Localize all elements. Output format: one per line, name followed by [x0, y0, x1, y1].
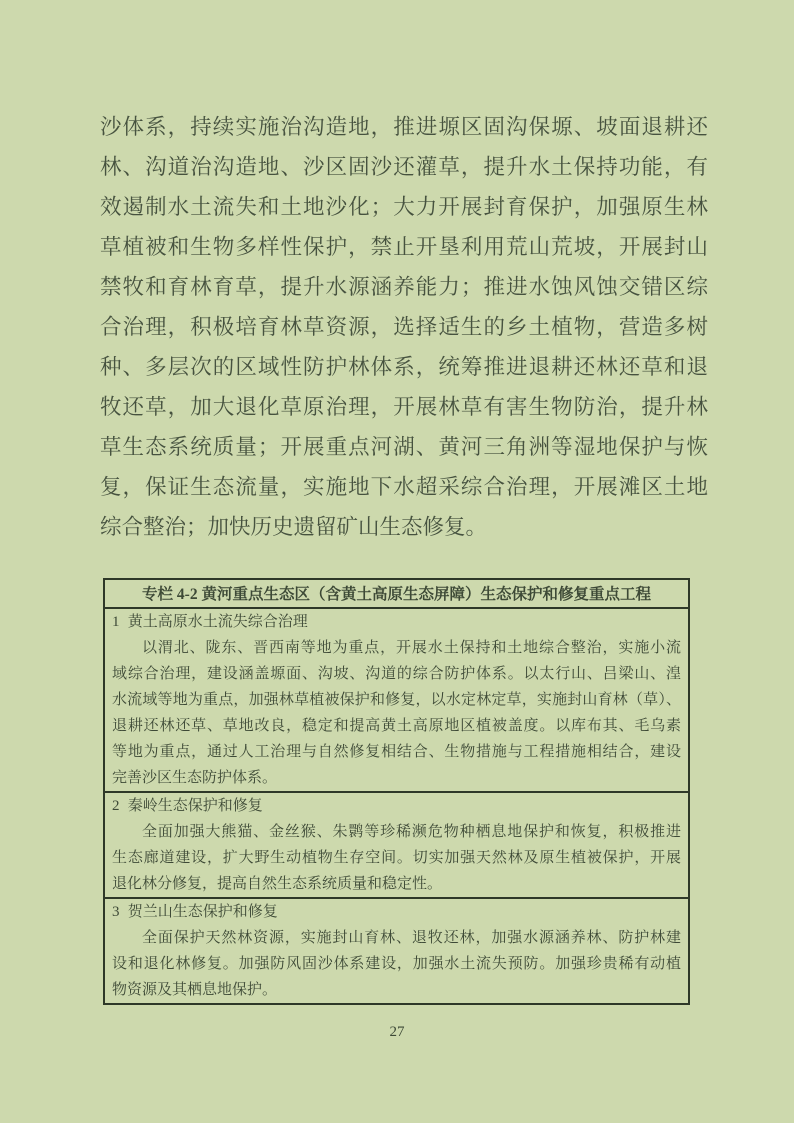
paragraph-line: 综合整治；加快历史遗留矿山生态修复。	[100, 515, 488, 539]
box-item-title-text: 贺兰山生态保护和修复	[127, 904, 278, 920]
highlight-box	[103, 578, 690, 1005]
box-item-line: 域综合治理，建设涵盖塬面、沟坡、沟道的综合防护体系。以太行山、吕梁山、湟	[112, 666, 681, 682]
box-item-line: 等地为重点，通过人工治理与自然修复相结合、生物措施与工程措施相结合，建设	[112, 744, 681, 760]
box-item-line: 全面保护天然林资源，实施封山育林、退牧还林，加强水源涵养林、防护林建	[142, 930, 681, 946]
box-item	[105, 609, 688, 791]
box-item-title-text: 黄土高原水土流失综合治理	[127, 614, 308, 630]
box-item-title	[112, 609, 681, 635]
paragraph-line: 林、沟道治沟造地、沙区固沙还灌草，提升水土保持功能，有	[100, 155, 708, 179]
paragraph-line: 牧还草，加大退化草原治理，开展林草有害生物防治，提升林	[100, 395, 708, 419]
paragraph-line: 效遏制水土流失和土地沙化；大力开展封育保护，加强原生林	[100, 195, 708, 219]
paragraph-line: 种、多层次的区域性防护林体系，统筹推进退耕还林还草和退	[100, 355, 708, 379]
box-item	[105, 791, 688, 897]
paragraph-line: 复，保证生态流量，实施地下水超采综合治理，开展滩区土地	[100, 475, 708, 499]
box-item-line: 水流域等地为重点，加强林草植被保护和修复，以水定林定草，实施封山育林（草）、	[112, 692, 681, 708]
box-item-line: 退耕还林还草、草地改良，稳定和提高黄土高原地区植被盖度。以库布其、毛乌素	[112, 718, 681, 734]
box-item-line: 设和退化林修复。加强防风固沙体系建设，加强水土流失预防。加强珍贵稀有动植	[112, 956, 681, 972]
box-item	[105, 897, 688, 1003]
paragraph-line: 沙体系，持续实施治沟造地，推进塬区固沟保塬、坡面退耕还	[100, 115, 708, 139]
box-items	[105, 609, 688, 1003]
box-item-line: 完善沙区生态防护体系。	[112, 770, 278, 786]
box-item-title-text: 秦岭生态保护和修复	[127, 798, 263, 814]
paragraph-line: 草植被和生物多样性保护，禁止开垦利用荒山荒坡，开展封山	[100, 235, 708, 259]
paragraph-line: 合治理，积极培育林草资源，选择适生的乡土植物，营造多树	[100, 315, 708, 339]
box-item-number: 2	[112, 798, 120, 814]
box-item-line: 生态廊道建设，扩大野生动植物生存空间。切实加强天然林及原生植被保护，开展	[112, 850, 681, 866]
box-item-number: 1	[112, 614, 120, 630]
box-item-line: 以渭北、陇东、晋西南等地为重点，开展水土保持和土地综合整治，实施小流	[142, 640, 681, 656]
box-item-line: 全面加强大熊猫、金丝猴、朱鹮等珍稀濒危物种栖息地保护和恢复，积极推进	[142, 824, 681, 840]
box-title: 专栏 4-2 黄河重点生态区（含黄土高原生态屏障）生态保护和修复重点工程	[105, 580, 688, 609]
box-item-title	[112, 899, 681, 925]
box-item-line: 退化林分修复，提高自然生态系统质量和稳定性。	[112, 876, 443, 892]
body-paragraph	[100, 107, 708, 547]
box-item-line: 物资源及其栖息地保护。	[112, 982, 278, 998]
page-number: 27	[389, 1024, 405, 1040]
paragraph-line: 草生态系统质量；开展重点河湖、黄河三角洲等湿地保护与恢	[100, 435, 708, 459]
paragraph-line: 禁牧和育林育草，提升水源涵养能力；推进水蚀风蚀交错区综	[100, 275, 708, 299]
box-item-number: 3	[112, 904, 120, 920]
box-item-title	[112, 793, 681, 819]
